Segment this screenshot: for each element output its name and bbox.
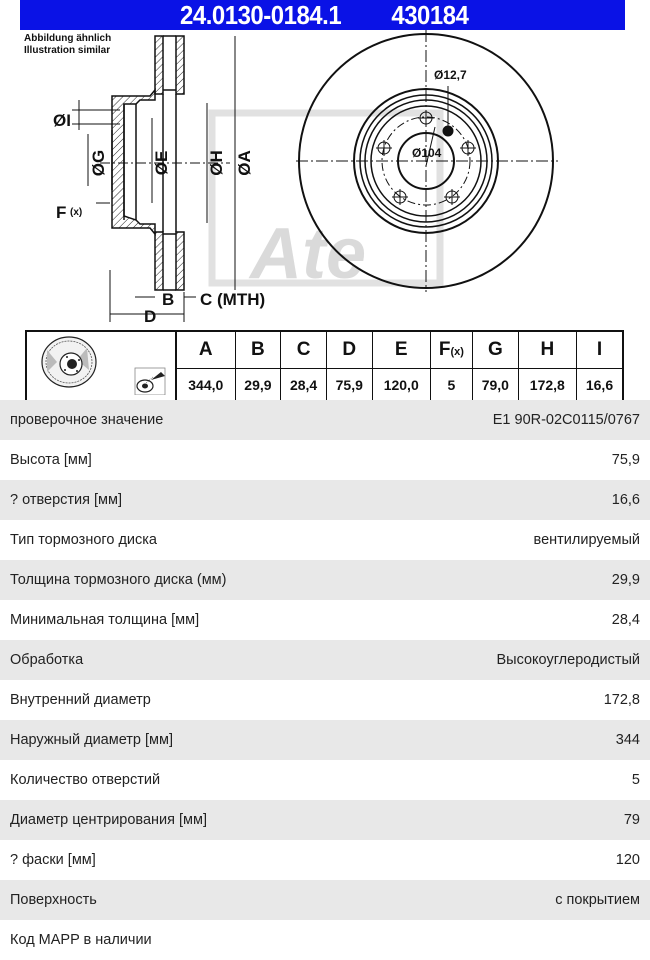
spec-row-mapp-code: [0, 920, 650, 960]
disc-thumbnail-cell: [26, 331, 176, 402]
spec-label: Толщина тормозного диска (мм): [10, 572, 227, 588]
technical-drawing: [0, 30, 650, 330]
spec-label: Наружный диаметр [мм]: [10, 732, 174, 748]
dim-value-a: 344,0: [176, 368, 235, 402]
header-bar: [20, 0, 625, 30]
spec-row-inner-diameter: [0, 680, 650, 720]
dim-value-c: 28,4: [281, 368, 327, 402]
spec-row-hole-diameter: [0, 480, 650, 520]
spec-row-test-value: [0, 400, 650, 440]
dim-header-c: C: [281, 331, 327, 368]
disclaimer-line-de: Abbildung ähnlich: [24, 33, 112, 44]
ate-number: 430184: [391, 0, 469, 30]
spec-value: 75,9: [611, 452, 640, 468]
svg-text:F: F: [56, 203, 67, 222]
spec-row-hole-count: [0, 760, 650, 800]
spec-row-centering-diameter: [0, 800, 650, 840]
dim-header-i: I: [576, 331, 623, 368]
spec-value: с покрытием: [555, 892, 640, 908]
svg-text:(x): (x): [70, 207, 83, 218]
dimension-header-row: [26, 331, 623, 368]
svg-text:Ø104: Ø104: [412, 146, 442, 160]
spec-label: ? фаски [мм]: [10, 852, 96, 868]
spec-label: ? отверстия [мм]: [10, 492, 123, 508]
spec-row-chamfer: [0, 840, 650, 880]
dim-header-b: B: [235, 331, 281, 368]
dim-value-f: 5: [430, 368, 472, 402]
spec-value: 16,6: [611, 492, 640, 508]
spec-row-outer-diameter: [0, 720, 650, 760]
dim-header-g: G: [473, 331, 519, 368]
dim-value-g: 79,0: [473, 368, 519, 402]
spec-value: 344: [615, 732, 640, 748]
dim-header-f: [430, 331, 472, 368]
svg-text:ØH: ØH: [207, 150, 226, 176]
spec-label: Код MAPP в наличии: [10, 932, 152, 948]
dim-header-f-letter: F: [438, 338, 451, 360]
spec-value: E1 90R-02C0115/0767: [492, 412, 640, 428]
spec-value: 5: [631, 772, 640, 788]
spec-value: Высокоуглеродистый: [496, 652, 640, 668]
spec-label: Высота [мм]: [10, 452, 92, 468]
svg-text:D: D: [144, 307, 157, 326]
spec-label: Минимальная толщина [мм]: [10, 612, 200, 628]
svg-text:Ate: Ate: [250, 214, 367, 294]
spec-value: 29,9: [611, 572, 640, 588]
spec-value: вентилируемый: [533, 532, 640, 548]
dim-header-a: A: [176, 331, 235, 368]
spec-value: 120: [615, 852, 640, 868]
spec-value: 28,4: [611, 612, 640, 628]
dim-header-f-subscript: (x): [450, 345, 464, 358]
spec-row-processing: [0, 640, 650, 680]
spec-row-disc-thickness: [0, 560, 650, 600]
dim-value-d: 75,9: [326, 368, 372, 402]
part-number: 24.0130-0184.1: [180, 0, 342, 30]
side-view-labels: [53, 111, 265, 326]
spec-label: Тип тормозного диска: [10, 532, 157, 548]
svg-text:Ø12,7: Ø12,7: [434, 68, 467, 82]
svg-text:ØI: ØI: [53, 111, 71, 130]
dim-value-e: 120,0: [372, 368, 430, 402]
spec-row-min-thickness: [0, 600, 650, 640]
svg-text:ØA: ØA: [235, 150, 254, 176]
svg-text:B: B: [162, 290, 175, 309]
svg-text:C (MTH): C (MTH): [200, 290, 266, 309]
dim-value-b: 29,9: [235, 368, 281, 402]
svg-text:ØE: ØE: [152, 150, 171, 176]
spec-label: Обработка: [10, 652, 84, 668]
dim-header-h: H: [518, 331, 576, 368]
spec-list: [0, 400, 650, 960]
spec-label: проверочное значение: [10, 412, 164, 428]
dim-header-d: D: [326, 331, 372, 368]
spec-label: Внутренний диаметр: [10, 692, 151, 708]
spec-value: 172,8: [603, 692, 640, 708]
dim-header-e: E: [372, 331, 430, 368]
brake-disc-icon: [27, 332, 175, 395]
dim-value-i: 16,6: [576, 368, 623, 402]
ate-watermark: [212, 113, 440, 294]
spec-label: Поверхность: [10, 892, 97, 908]
spec-value: 79: [623, 812, 640, 828]
spec-row-height: [0, 440, 650, 480]
spec-row-surface: [0, 880, 650, 920]
spec-row-disc-type: [0, 520, 650, 560]
spec-label: Количество отверстий: [10, 772, 161, 788]
dim-value-h: 172,8: [518, 368, 576, 402]
spec-label: Диаметр центрирования [мм]: [10, 812, 208, 828]
svg-text:ØG: ØG: [89, 149, 108, 177]
disclaimer-line-en: Illustration similar: [24, 45, 111, 56]
dimension-table: [25, 330, 624, 403]
